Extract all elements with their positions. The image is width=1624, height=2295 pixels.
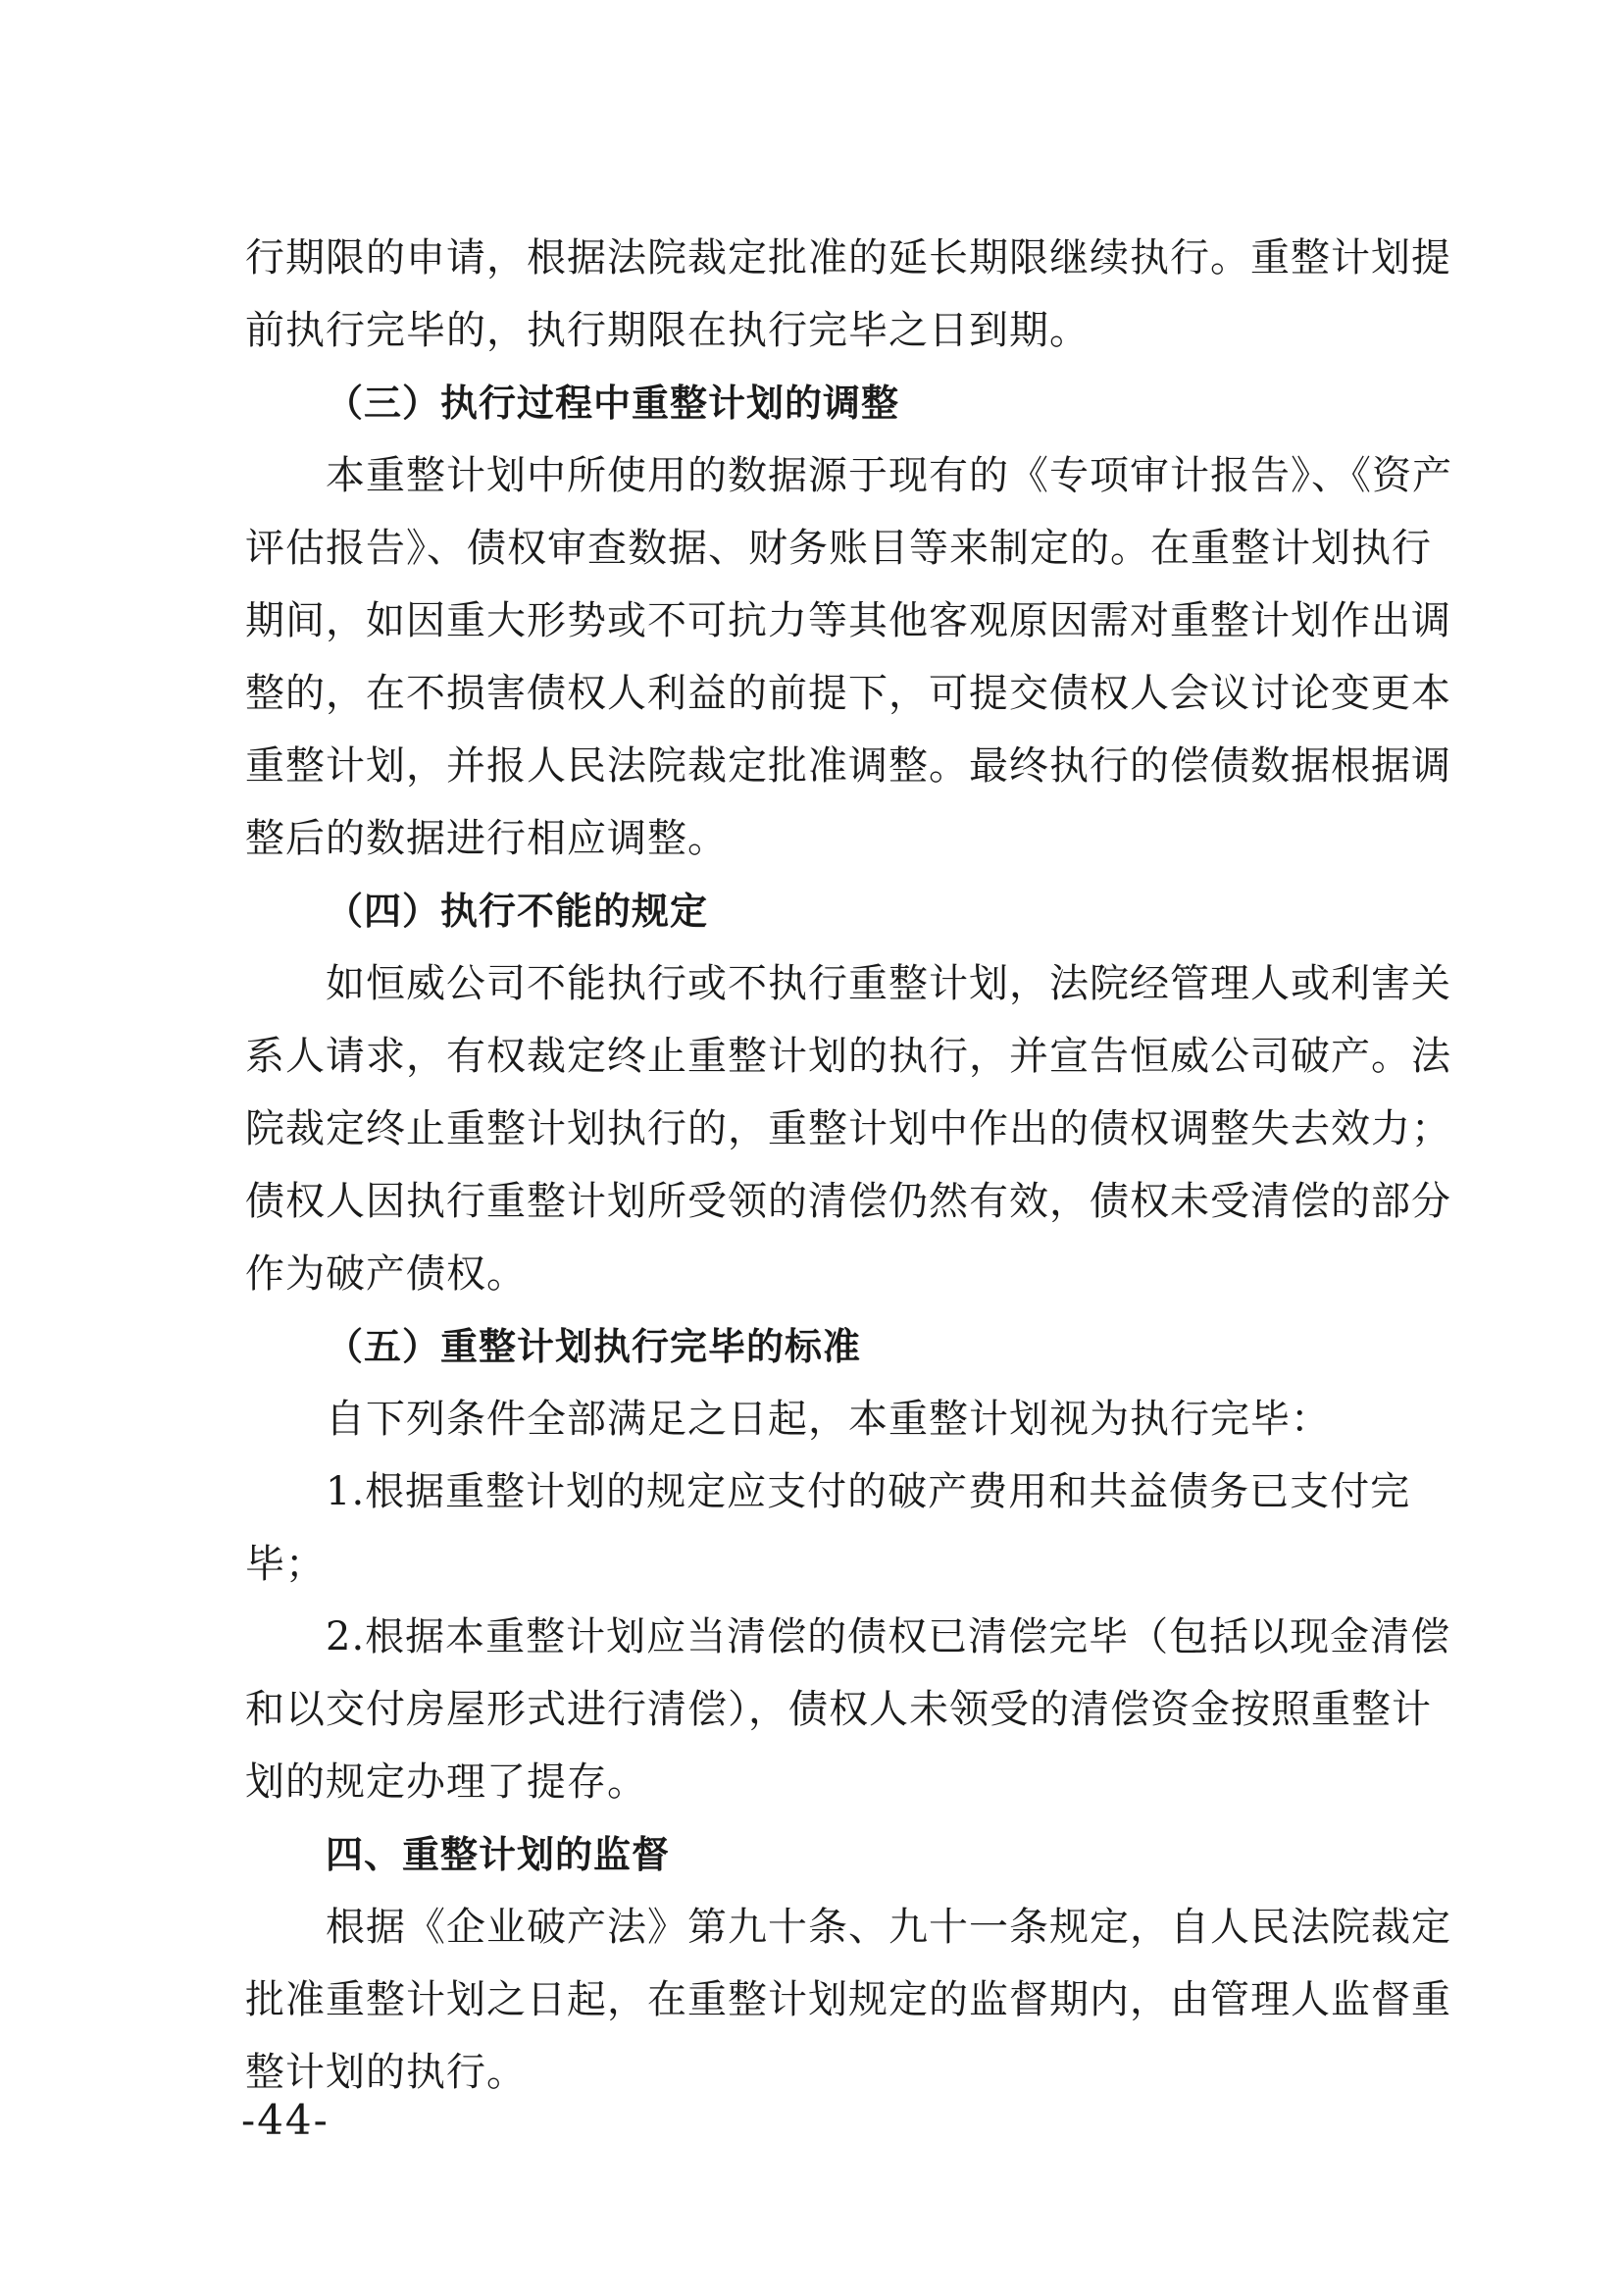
paragraph-line: 评估报告》、债权审查数据、财务账目等来制定的。在重整计划执行 (245, 526, 1432, 571)
page-number: -44- (241, 2096, 330, 2144)
section-heading: 四、重整计划的监督 (326, 1833, 671, 1876)
section-heading: （四）执行不能的规定 (326, 890, 709, 933)
paragraph-line: 划的规定办理了提存。 (245, 1760, 647, 1805)
paragraph-line: 债权人因执行重整计划所受领的清偿仍然有效，债权未受清偿的部分 (245, 1179, 1451, 1224)
paragraph-line: 和以交付房屋形式进行清偿），债权人未领受的清偿资金按照重整计 (245, 1687, 1432, 1732)
paragraph-line: 整的，在不损害债权人利益的前提下，可提交债权人会议讨论变更本 (245, 671, 1451, 716)
paragraph-line: 行期限的申请，根据法院裁定批准的延长期限继续执行。重整计划提 (245, 235, 1451, 280)
section-heading: （五）重整计划执行完毕的标准 (326, 1325, 862, 1368)
paragraph-line: 本重整计划中所使用的数据源于现有的《专项审计报告》、《资产 (326, 453, 1452, 498)
paragraph-line: 作为破产债权。 (245, 1251, 527, 1297)
section-heading: （三）执行过程中重整计划的调整 (326, 382, 900, 425)
paragraph-line: 重整计划，并报人民法院裁定批准调整。最终执行的偿债数据根据调 (245, 743, 1451, 789)
paragraph-line: 如恒威公司不能执行或不执行重整计划，法院经管理人或利害关 (326, 961, 1451, 1006)
paragraph-line: 前执行完毕的，执行期限在执行完毕之日到期。 (245, 308, 1090, 353)
document-body (245, 222, 1452, 2109)
paragraph-line: 根据《企业破产法》第九十条、九十一条规定，自人民法院裁定 (326, 1905, 1451, 1950)
paragraph-line: 1.根据重整计划的规定应支付的破产费用和共益债务已支付完 (326, 1469, 1411, 1514)
paragraph-line: 自下列条件全部满足之日起，本重整计划视为执行完毕： (326, 1397, 1331, 1442)
paragraph-line: 期间，如因重大形势或不可抗力等其他客观原因需对重整计划作出调 (245, 598, 1451, 643)
paragraph-line: 批准重整计划之日起，在重整计划规定的监督期内，由管理人监督重 (245, 1977, 1451, 2022)
paragraph-line: 整后的数据进行相应调整。 (245, 816, 728, 861)
paragraph-line: 整计划的执行。 (245, 2050, 527, 2095)
paragraph-line: 院裁定终止重整计划执行的，重整计划中作出的债权调整失去效力； (245, 1106, 1451, 1151)
paragraph-line: 系人请求，有权裁定终止重整计划的执行，并宣告恒威公司破产。法 (245, 1034, 1451, 1079)
paragraph-line: 毕； (245, 1542, 326, 1587)
paragraph-line: 2.根据本重整计划应当清偿的债权已清偿完毕（包括以现金清偿 (326, 1614, 1451, 1659)
